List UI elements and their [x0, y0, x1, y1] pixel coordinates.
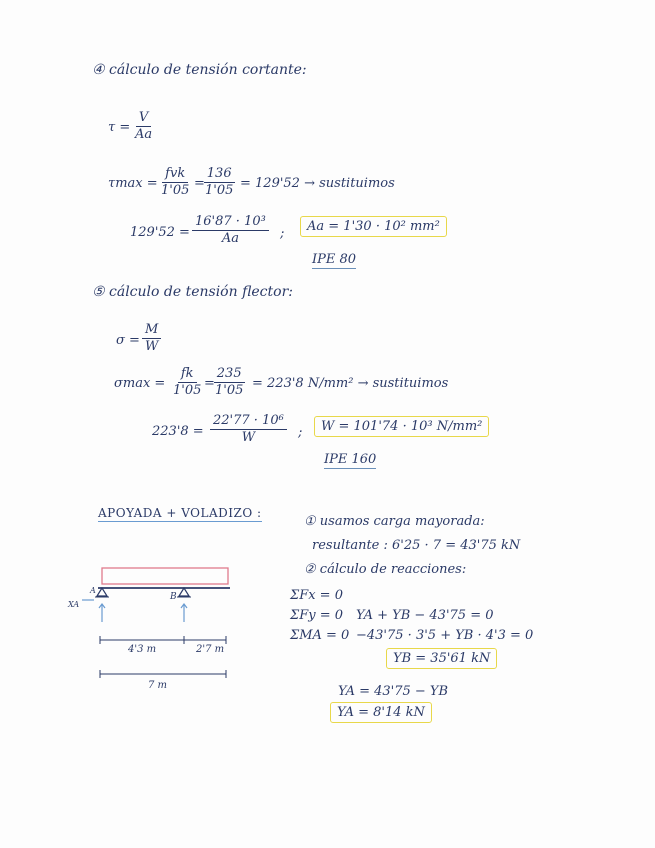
bending-sub-fraction	[210, 413, 287, 446]
tmax-num1: fvk	[162, 166, 188, 183]
support-a-icon	[97, 588, 107, 596]
tmax-fraction-1	[158, 166, 192, 199]
smax-lhs: σmax =	[114, 376, 166, 391]
shear-formula-num: V	[136, 110, 151, 127]
profile-ipe160: IPE 160	[324, 452, 377, 467]
smax-fraction-2	[212, 366, 246, 399]
yb-result-box: YB = 35'61 kN	[386, 648, 497, 669]
tmax-lhs: τmax =	[108, 176, 158, 191]
distributed-load	[102, 568, 228, 584]
beam-diagram	[80, 560, 250, 690]
bending-sub-lhs: 223'8 =	[152, 424, 204, 439]
shear-formula-lhs: τ =	[108, 120, 131, 135]
shear-sub-sep: ;	[280, 226, 285, 241]
bending-formula-den: W	[145, 339, 159, 354]
shear-formula-den: Aa	[135, 127, 153, 142]
area-result-box: Aa = 1'30 · 10² mm²	[300, 216, 447, 237]
bending-formula-num: M	[142, 322, 161, 339]
dim2-label: 2'7 m	[196, 644, 225, 655]
tmax-result: = 129'52 → sustituimos	[240, 176, 395, 191]
support-a-label: A	[90, 586, 96, 595]
bending-formula-fraction	[142, 322, 161, 355]
step1-text: ① usamos carga mayorada:	[304, 514, 485, 529]
smax-num2: 235	[214, 366, 245, 383]
equilibrium-x: ΣFx = 0	[290, 588, 343, 603]
equilibrium-y-rhs: YA + YB − 43'75 = 0	[356, 608, 494, 623]
smax-eq: =	[204, 376, 215, 391]
tmax-num2: 136	[204, 166, 235, 183]
tmax-fraction-2	[202, 166, 236, 199]
bending-sub-num: 22'77 · 10⁶	[210, 413, 287, 430]
ya-result-box: YA = 8'14 kN	[330, 702, 432, 723]
smax-den1: 1'05	[173, 383, 202, 398]
equilibrium-m-lhs: ΣMA = 0	[290, 628, 350, 643]
smax-num1: fk	[178, 366, 197, 383]
smax-fraction-1	[170, 366, 204, 399]
shear-sub-fraction	[192, 214, 269, 247]
tmax-den1: 1'05	[161, 183, 190, 198]
step2-text: ② cálculo de reacciones:	[304, 562, 467, 577]
bending-sub-den: W	[241, 430, 256, 445]
xa-label: XA	[68, 600, 80, 609]
tmax-den2: 1'05	[205, 183, 234, 198]
w-result-box: W = 101'74 · 10³ N/mm²	[314, 416, 489, 437]
section4-heading: ④ cálculo de tensión cortante:	[92, 62, 307, 78]
equilibrium-m-rhs: −43'75 · 3'5 + YB · 4'3 = 0	[356, 628, 534, 643]
shear-sub-num: 16'87 · 10³	[192, 214, 269, 231]
bending-formula-lhs: σ =	[116, 333, 140, 348]
step1-result: resultante : 6'25 · 7 = 43'75 kN	[312, 538, 521, 553]
section5-heading: ⑤ cálculo de tensión flector:	[92, 284, 293, 300]
shear-sub-den: Aa	[221, 231, 239, 246]
support-b-icon	[179, 588, 189, 596]
bending-sub-sep: ;	[298, 425, 303, 440]
shear-sub-lhs: 129'52 =	[130, 225, 190, 240]
smax-den2: 1'05	[215, 383, 244, 398]
dim1-label: 4'3 m	[128, 644, 157, 655]
tmax-eq: =	[194, 176, 205, 191]
dim-total-label: 7 m	[148, 680, 168, 691]
support-b-label: B	[170, 592, 177, 602]
ya-expression: YA = 43'75 − YB	[338, 684, 449, 699]
section6-title: APOYADA + VOLADIZO :	[98, 506, 262, 520]
smax-result: = 223'8 N/mm² → sustituimos	[252, 376, 449, 391]
equilibrium-y-lhs: ΣFy = 0	[290, 608, 343, 623]
shear-formula-fraction	[132, 110, 155, 143]
profile-ipe80: IPE 80	[312, 252, 357, 267]
